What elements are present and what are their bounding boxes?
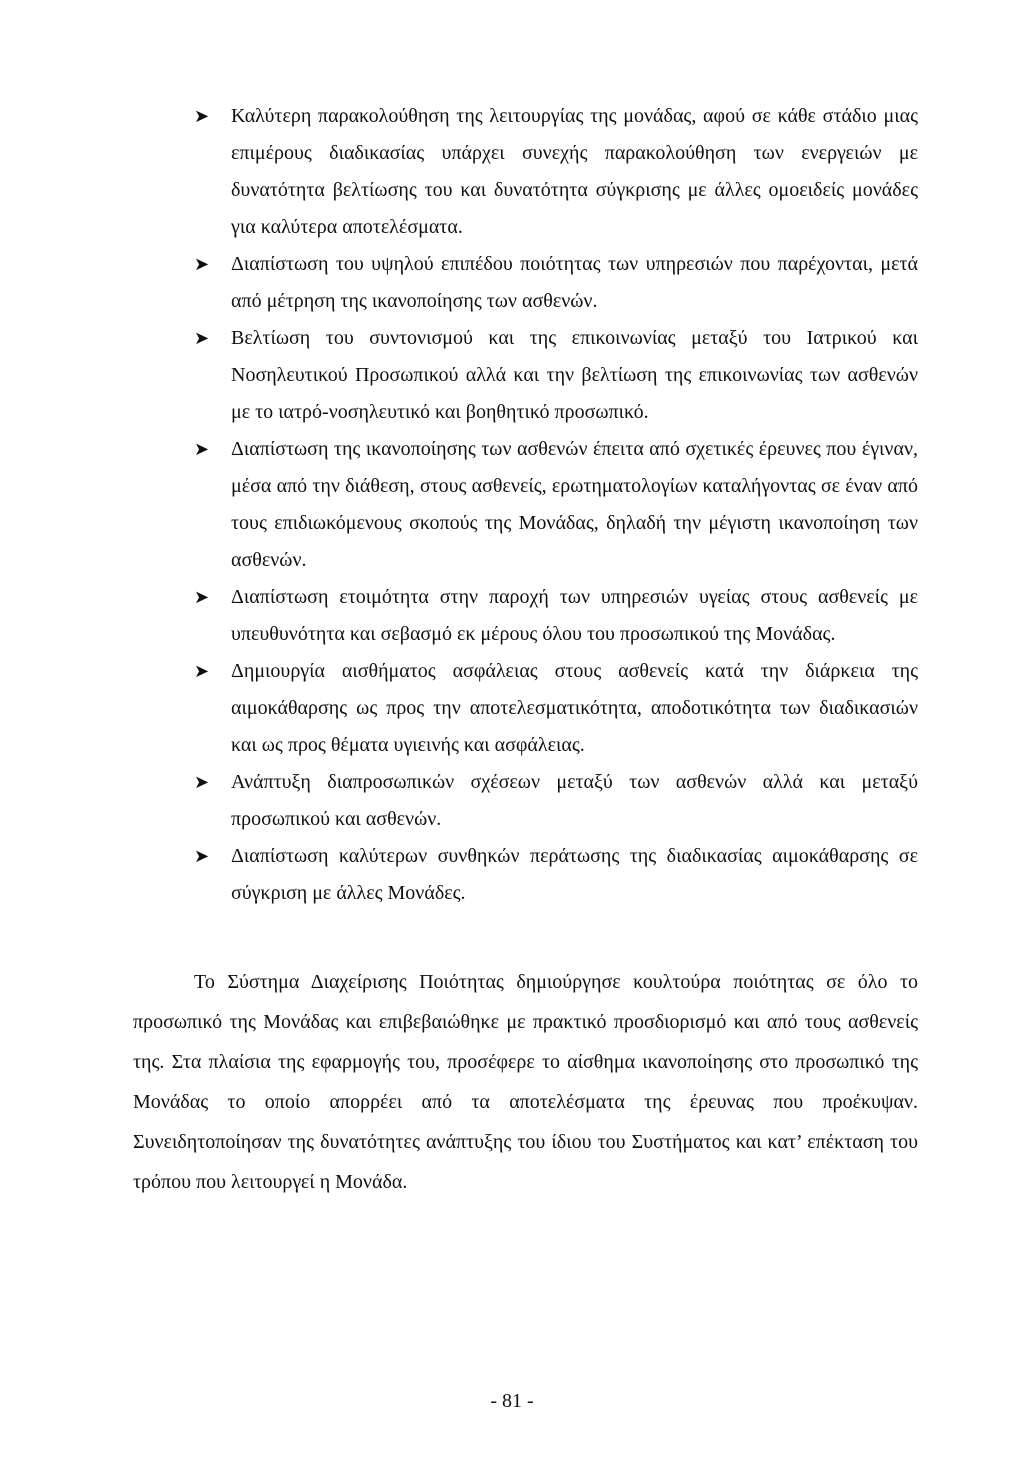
arrowhead-bullet-icon: ➤ — [194, 661, 210, 682]
bullet-text: Διαπίστωση του υψηλού επιπέδου ποιότητας των υπηρεσιών που παρέχονται, μετά από μέτρηση της ικανοποίησης των ασθενών. — [231, 253, 918, 312]
arrowhead-bullet-icon: ➤ — [194, 846, 210, 867]
arrowhead-bullet-icon: ➤ — [194, 587, 210, 608]
bullet-text: Ανάπτυξη διαπροσωπικών σχέσεων μεταξύ των ασθενών αλλά και μεταξύ προσωπικού και ασθενών. — [231, 771, 918, 830]
bullet-item — [133, 764, 918, 838]
bullet-item — [133, 98, 918, 246]
bullet-text: Δημιουργία αισθήματος ασφάλειας στους ασθενείς κατά την διάρκεια της αιμοκάθαρσης ως προς την αποτελεσματικότητα, αποδοτικότητα των διαδικασιών και ως προς θέματα υγιεινής και ασφάλειας. — [231, 660, 918, 756]
bullet-item — [133, 320, 918, 431]
page-number: - 81 - — [490, 1390, 534, 1412]
bullet-item — [133, 579, 918, 653]
arrowhead-bullet-icon: ➤ — [194, 106, 210, 127]
bullet-item — [133, 431, 918, 579]
arrowhead-bullet-icon: ➤ — [194, 772, 210, 793]
bullet-text: Καλύτερη παρακολούθηση της λειτουργίας της μονάδας, αφού σε κάθε στάδιο μιας επιμέρους διαδικασίας υπάρχει συνεχής παρακολούθηση των ενεργειών με δυνατότητα βελτίωσης του και δυνατότητα σύγκρισης με άλλες ομοειδείς μονάδες για καλύτερα αποτελέσματα. — [231, 105, 918, 238]
bullet-item — [133, 838, 918, 912]
body-paragraph: Το Σύστημα Διαχείρισης Ποιότητας δημιούργησε κουλτούρα ποιότητας σε όλο το προσωπικό της Μονάδας και επιβεβαιώθηκε με πρακτικό προσδιορισμό και από τους ασθενείς της. Στα πλαίσια της εφαρμογής του, προσέφερε το αίσθημα ικανοποίησης στο προσωπικό της Μονάδας το οποίο απορρέει από τα αποτελέσματα της έρευνας που προέκυψαν. Συνειδητοποίησαν της δυνατότητες ανάπτυξης του ίδιου του Συστήματος και κατ’ επέκταση του τρόπου που λειτουργεί η Μονάδα. — [133, 971, 918, 1193]
arrowhead-bullet-icon: ➤ — [194, 328, 210, 349]
bullet-text: Διαπίστωση της ικανοποίησης των ασθενών έπειτα από σχετικές έρευνες που έγιναν, μέσα από την διάθεση, στους ασθενείς, ερωτηματολογίων καταλήγοντας σε έναν από τους επιδιωκόμενους σκοπούς της Μονάδας, δηλαδή την μέγιστη ικανοποίηση των ασθενών. — [231, 438, 918, 571]
bullet-item — [133, 653, 918, 764]
bullet-text: Βελτίωση του συντονισμού και της επικοινωνίας μεταξύ του Ιατρικού και Νοσηλευτικού Προσωπικού αλλά και την βελτίωση της επικοινωνίας των ασθενών με το ιατρό-νοσηλευτικό και βοηθητικό προσωπικό. — [231, 327, 918, 423]
bullet-item — [133, 246, 918, 320]
bullet-text: Διαπίστωση ετοιμότητα στην παροχή των υπηρεσιών υγείας στους ασθενείς με υπευθυνότητα και σεβασμό εκ μέρους όλου του προσωπικού της Μονάδας. — [231, 586, 918, 645]
arrowhead-bullet-icon: ➤ — [194, 439, 210, 460]
bullet-text: Διαπίστωση καλύτερων συνθηκών περάτωσης της διαδικασίας αιμοκάθαρσης σε σύγκριση με άλλες Μονάδες. — [231, 845, 918, 904]
bullet-list — [133, 0, 918, 912]
arrowhead-bullet-icon: ➤ — [194, 254, 210, 275]
